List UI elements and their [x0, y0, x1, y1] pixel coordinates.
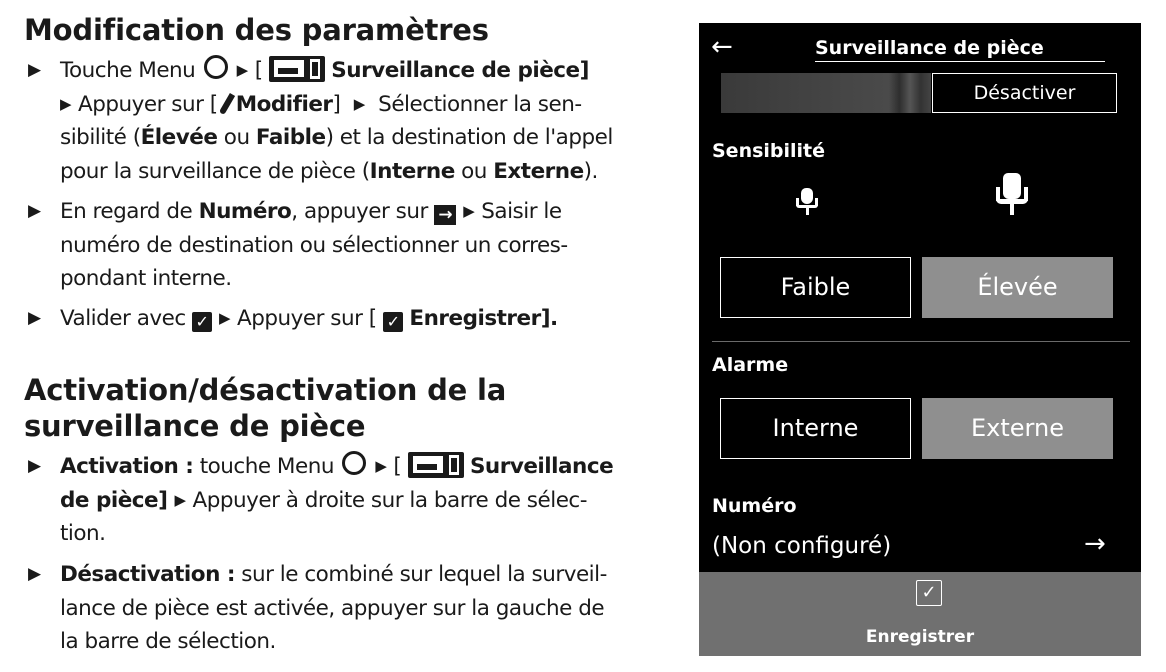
text: ou — [217, 125, 256, 150]
microphone-large-icon — [996, 173, 1028, 219]
deactivate-label[interactable]: Désactiver — [932, 73, 1117, 113]
section-title-activation — [24, 372, 506, 444]
step-activation — [28, 450, 688, 551]
text: pondant interne. — [60, 266, 232, 291]
low-label: Faible — [255, 125, 326, 150]
text: [ — [393, 454, 402, 479]
checkbox-icon: ✓ — [383, 312, 403, 332]
title-line: Activation/désactivation de la — [24, 373, 507, 407]
checkbox-icon: ✓ — [192, 312, 212, 332]
text: Appuyer sur [ — [78, 91, 218, 117]
number-label: Numéro — [712, 495, 797, 517]
phone-screen — [699, 23, 1141, 656]
bullet-icon: ▶ — [28, 564, 41, 584]
text: Appuyer sur [ — [237, 306, 377, 331]
room-monitor-icon — [408, 452, 464, 478]
text: sibilité ( — [60, 125, 141, 150]
high-sensitivity-button[interactable]: Élevée — [922, 257, 1113, 318]
modify-label: Modifier — [235, 91, 333, 117]
internal-alarm-button[interactable]: Interne — [720, 398, 911, 459]
menu-item-name: Surveillance de pièce — [331, 58, 580, 83]
deactivation-label: Désactivation : — [60, 562, 235, 587]
step-open-menu — [28, 54, 688, 188]
text: lance de pièce est activée, appuyer sur la gauche de — [60, 595, 605, 621]
section-title-settings: Modification des paramètres — [24, 13, 489, 47]
text: Valider avec — [60, 306, 186, 331]
number-value[interactable]: (Non configuré) — [712, 533, 892, 559]
room-monitor-icon — [269, 56, 325, 82]
step-number — [28, 195, 688, 296]
screen-title: Surveillance de pièce — [815, 35, 1105, 62]
bullet-icon: ▶ — [28, 308, 41, 328]
bullet-icon: ▶ — [28, 201, 41, 221]
step-deactivation — [28, 558, 688, 659]
menu-item-name: Surveillance — [469, 454, 614, 479]
pencil-icon — [219, 92, 235, 114]
low-sensitivity-button[interactable]: Faible — [720, 257, 911, 318]
external-label: Externe — [493, 158, 584, 184]
arrow-right-icon: ▶ — [219, 309, 231, 327]
text: ] — [579, 58, 589, 83]
text: ] — [332, 91, 341, 117]
text: pour la surveillance de pièce ( — [60, 158, 370, 184]
bullet-icon: ▶ — [28, 456, 41, 476]
arrow-right-icon: ▶ — [174, 490, 186, 509]
arrow-right-icon: ▶ — [60, 94, 72, 113]
arrow-right-icon: ▶ — [375, 457, 387, 475]
text: En regard de — [60, 199, 199, 224]
text: ou — [454, 158, 494, 184]
text: Touche Menu — [60, 58, 196, 83]
arrow-right-icon: ▶ — [353, 94, 365, 113]
step-save — [28, 302, 688, 336]
save-label: Enregistrer — [409, 306, 541, 331]
bullet-icon: ▶ — [28, 60, 41, 80]
text: ) et la destination de l'appel — [325, 125, 613, 150]
text: ]. — [540, 306, 558, 331]
text: tion. — [60, 521, 106, 546]
activation-label: Activation : — [60, 454, 194, 479]
text: Sélectionner la sen- — [378, 91, 582, 117]
number-label: Numéro — [198, 199, 292, 224]
back-arrow-icon[interactable]: ← — [711, 32, 733, 62]
save-button-label[interactable]: Enregistrer — [865, 627, 975, 647]
toggle-slider[interactable] — [721, 73, 931, 113]
text: ). — [583, 158, 598, 184]
menu-item-name: de pièce] — [60, 487, 168, 513]
text: Appuyer à droite sur la barre de sélec- — [192, 487, 588, 513]
arrow-right-icon[interactable]: → — [1084, 529, 1106, 559]
menu-circle-icon — [204, 55, 228, 79]
text: [ — [254, 58, 263, 83]
text: , appuyer sur — [291, 199, 428, 224]
external-alarm-button[interactable]: Externe — [922, 398, 1113, 459]
text: Saisir le — [481, 199, 562, 224]
checkmark-icon[interactable]: ✓ — [916, 580, 942, 606]
arrow-right-icon: ▶ — [463, 202, 475, 220]
microphone-small-icon — [796, 188, 818, 220]
sensitivity-label: Sensibilité — [712, 140, 826, 162]
text: sur le combiné sur lequel la surveil- — [234, 562, 607, 587]
arrow-right-icon: ▶ — [236, 61, 248, 79]
arrow-right-box-icon: → — [434, 205, 456, 225]
save-bar[interactable] — [699, 572, 1141, 656]
alarm-label: Alarme — [712, 354, 789, 376]
internal-label: Interne — [369, 158, 455, 184]
divider — [712, 341, 1130, 342]
high-label: Élevée — [140, 125, 218, 150]
activation-toggle[interactable] — [721, 73, 1117, 113]
text: touche Menu — [193, 454, 334, 479]
text: la barre de sélection. — [60, 629, 276, 654]
text: numéro de destination ou sélectionner un corres- — [60, 232, 568, 258]
title-line: surveillance de pièce — [24, 409, 366, 443]
menu-circle-icon — [342, 451, 366, 475]
